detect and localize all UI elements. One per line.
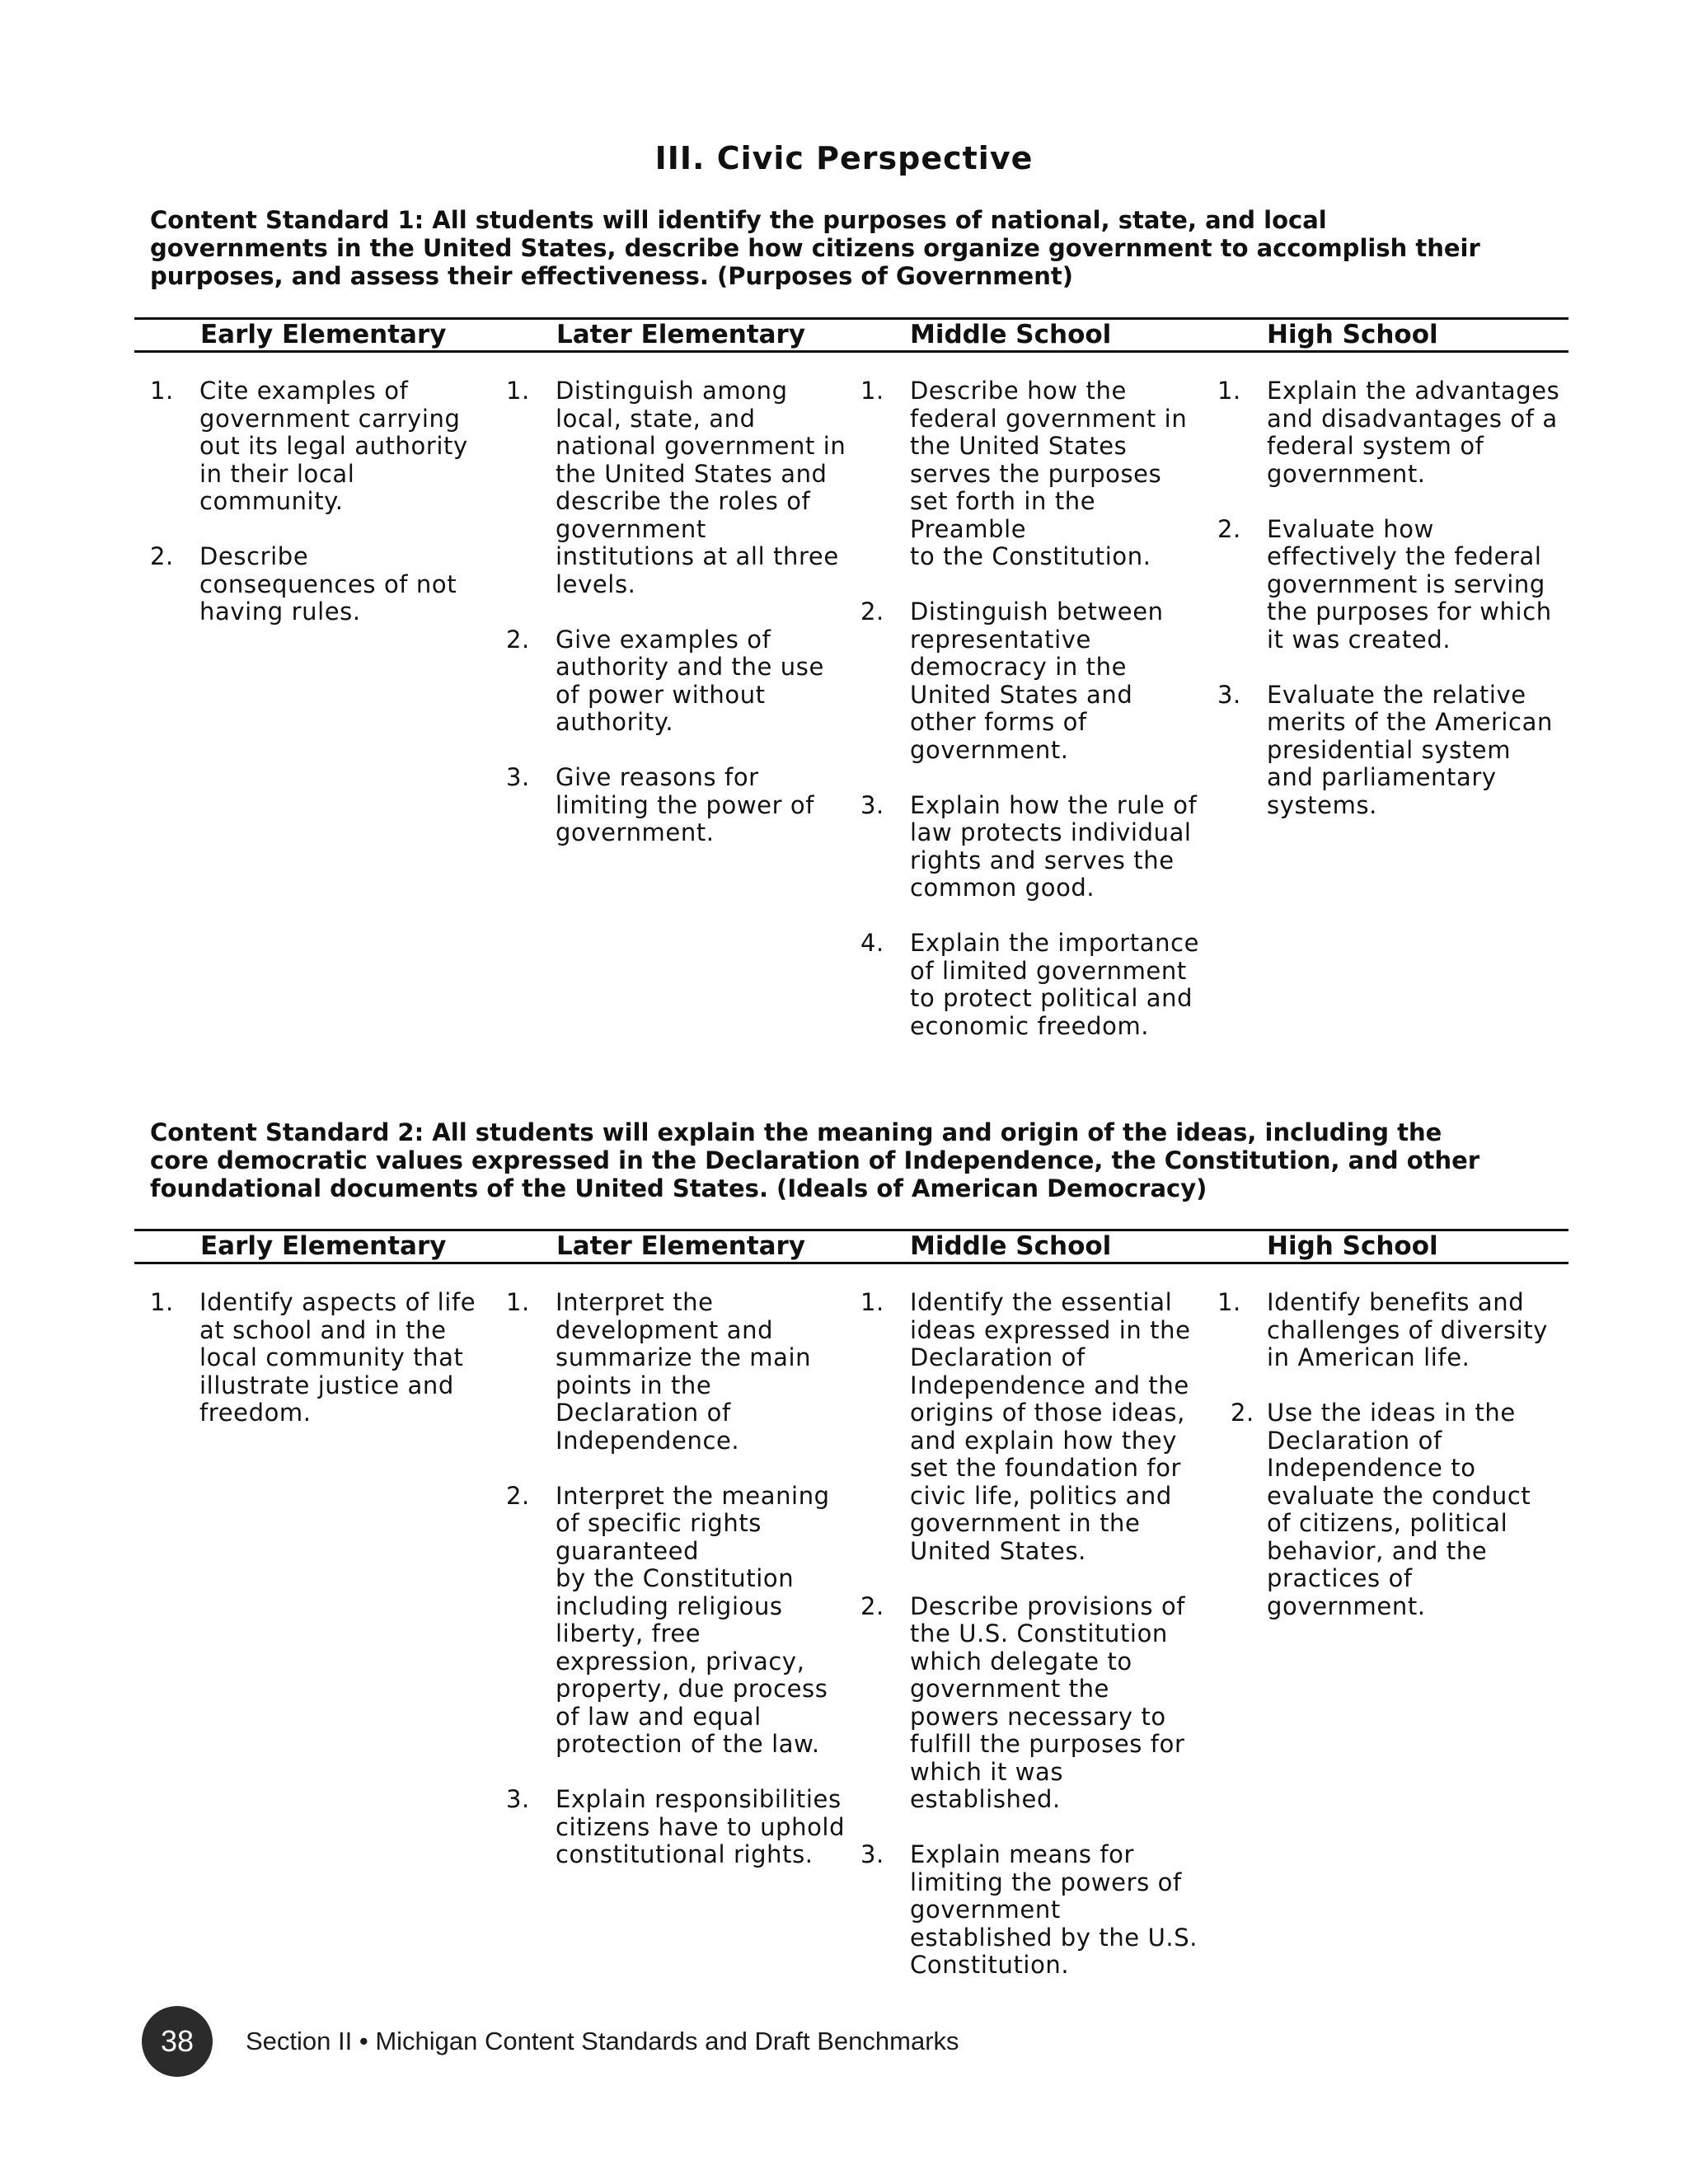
s1-header-later-elementary: Later Elementary <box>556 320 806 349</box>
standard-1-heading <box>150 206 1568 290</box>
item-text: Give reasons for limiting the power of government. <box>556 763 815 846</box>
footer-text: Section II • Michigan Content Standards and Draft Benchmarks <box>246 2027 959 2055</box>
s1-header-early-elementary: Early Elementary <box>200 320 447 349</box>
item-number: 1. <box>860 1288 884 1316</box>
item-number: 2. <box>1217 514 1241 543</box>
item-text: Explain means for limiting the powers of government established by the U.S. Constitution. <box>910 1840 1198 1979</box>
s1-header-high-school: High School <box>1267 320 1438 349</box>
list-item <box>860 598 1215 764</box>
page-title: III. Civic Perspective <box>654 140 1034 176</box>
standard-2-heading <box>150 1118 1568 1202</box>
standard-1-heading-text: Content Standard 1: All students will identify the purposes of national, state, and local governments in the United States, describe how citizens organize government to accomplish their purposes, and assess their effectiveness. (Purposes of Government) <box>150 206 1480 290</box>
item-number: 3. <box>860 790 884 819</box>
item-number: 2. <box>506 1481 530 1510</box>
list-item <box>860 1593 1215 1814</box>
item-text: Distinguish between representative democracy in the United States and other forms of government. <box>910 598 1164 764</box>
list-item <box>860 930 1215 1040</box>
s2-header-middle-school: Middle School <box>910 1231 1112 1261</box>
s2-header-early-elementary: Early Elementary <box>200 1231 447 1261</box>
standard-1-header-bottom-rule <box>134 350 1568 353</box>
item-number: 2. <box>860 1591 884 1620</box>
list-item <box>506 1483 852 1759</box>
list-item <box>150 377 496 516</box>
list-item <box>506 626 852 737</box>
s1-column-middle-school <box>860 377 1215 1068</box>
item-text: Describe consequences of not having rules. <box>199 542 457 626</box>
s1-column-high-school <box>1217 377 1580 847</box>
item-text: Distinguish among local, state, and national government in the United States and describe the roles of government institutions at all three levels. <box>556 377 846 598</box>
item-number: 1. <box>860 377 884 405</box>
standard-2-heading-text: Content Standard 2: All students will explain the meaning and origin of the ideas, including the core democratic values expressed in the Declaration of Independence, the Constitution, and other foundational documents of the United States. (Ideals of American Democracy) <box>150 1118 1480 1202</box>
item-text: Describe provisions of the U.S. Constitution which delegate to government the powers necessary to fulfill the purposes for which it was established. <box>910 1591 1186 1813</box>
item-text: Identify aspects of life at school and in the local community that illustrate justice and freedom. <box>199 1288 476 1427</box>
item-text: Identify the essential ideas expressed in the Declaration of Independence and the origins of those ideas, and explain how they set the foundation for civic life, politics and government in the United States. <box>910 1288 1191 1565</box>
s2-header-high-school: High School <box>1267 1231 1438 1261</box>
list-item <box>860 377 1215 571</box>
item-number: 3. <box>1217 680 1241 709</box>
item-text: Explain the advantages and disadvantages of a federal system of government. <box>1267 377 1560 488</box>
item-text: Interpret the development and summarize the main points in the Declaration of Independence. <box>556 1288 812 1455</box>
s2-column-high-school <box>1217 1289 1580 1648</box>
item-number: 3. <box>506 763 530 791</box>
list-item <box>860 1289 1215 1565</box>
list-item <box>860 1841 1215 1980</box>
item-number: 3. <box>506 1785 530 1813</box>
page-footer <box>142 2004 959 2079</box>
s2-column-middle-school <box>860 1289 1215 2007</box>
item-number: 2. <box>860 598 884 626</box>
item-text: Explain responsibilities citizens have to uphold constitutional rights. <box>556 1785 846 1868</box>
item-number: 1. <box>150 1288 174 1316</box>
item-number: 1. <box>150 377 174 405</box>
item-text: Explain the importance of limited government to protect political and economic freedom. <box>910 929 1200 1040</box>
item-text: Describe how the federal government in the United States serves the purposes set forth in the Preamble to the Constitution. <box>910 377 1188 570</box>
s2-column-early-elementary <box>150 1289 496 1455</box>
list-item <box>506 764 852 847</box>
item-text: Evaluate how effectively the federal government is serving the purposes for which it was created. <box>1267 514 1552 654</box>
item-text: Identify benefits and challenges of diversity in American life. <box>1267 1288 1549 1371</box>
item-number: 1. <box>506 1288 530 1316</box>
page-number-badge: 38 <box>142 2006 213 2077</box>
item-text: Use the ideas in the Declaration of Independence to evaluate the conduct of citizens, political behavior, and the practices of government. <box>1267 1399 1531 1620</box>
list-item <box>1217 1399 1580 1620</box>
s2-header-later-elementary: Later Elementary <box>556 1231 806 1261</box>
item-number: 2. <box>150 542 174 570</box>
standard-2-header-bottom-rule <box>134 1262 1568 1264</box>
item-number: 1. <box>1217 377 1241 405</box>
list-item <box>1217 377 1580 488</box>
item-number: 1. <box>1217 1288 1241 1316</box>
list-item <box>1217 682 1580 820</box>
s2-column-later-elementary <box>506 1289 852 1896</box>
item-number: 3. <box>860 1840 884 1868</box>
s1-column-later-elementary <box>506 377 852 874</box>
s1-header-middle-school: Middle School <box>910 320 1112 349</box>
list-item <box>1217 516 1580 654</box>
item-number: 4. <box>860 929 884 957</box>
item-text: Interpret the meaning of specific rights guaranteed by the Constitution including religious liberty, free expression, privacy, property, due process of law and equal protection of the law. <box>556 1481 830 1758</box>
s1-column-early-elementary <box>150 377 496 654</box>
list-item <box>506 1786 852 1869</box>
item-number: 2. <box>506 625 530 654</box>
item-text: Evaluate the relative merits of the American presidential system and parliamentary systems. <box>1267 680 1553 819</box>
list-item <box>860 792 1215 902</box>
item-text: Explain how the rule of law protects individual rights and serves the common good. <box>910 790 1198 902</box>
list-item <box>506 1289 852 1455</box>
list-item <box>150 1289 496 1427</box>
list-item <box>506 377 852 598</box>
item-text: Cite examples of government carrying out its legal authority in their local community. <box>199 377 468 515</box>
list-item <box>150 543 496 626</box>
list-item <box>1217 1289 1580 1372</box>
item-text: Give examples of authority and the use of power without authority. <box>556 625 824 736</box>
item-number: 2. <box>1231 1399 1254 1427</box>
item-number: 1. <box>506 377 530 405</box>
